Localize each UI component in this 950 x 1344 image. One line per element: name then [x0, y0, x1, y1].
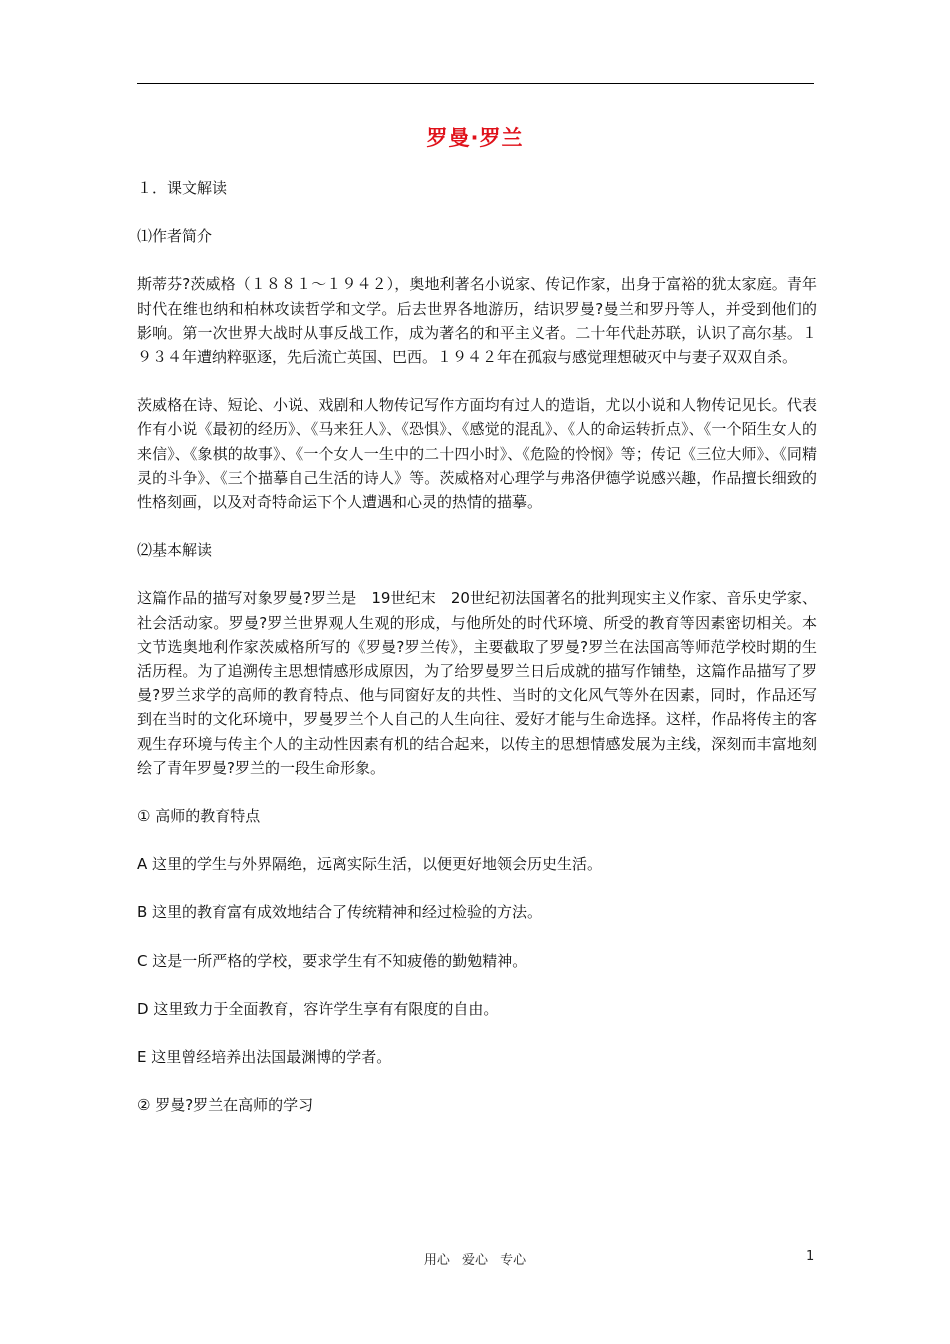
document-title: 罗曼·罗兰 [426, 126, 524, 150]
subsection-heading: ⑴作者简介 [137, 227, 213, 246]
section-heading: １．课文解读 [137, 179, 228, 197]
header-rule [137, 83, 814, 84]
body-paragraph: 斯蒂芬?茨威格（１８８１～１９４２），奥地利著名小说家、传记作家，出身于富裕的犹太家庭。青年时代在维也纳和柏林攻读哲学和文学。后去世界各地游历，结识罗曼?曼兰和罗丹等人，并受到他们的影响。第一次世界大战时从事反战工作，成为著名的和平主义者。二十年代赴苏联，认识了高尔基。１９３４年遭纳粹驱逐，先后流亡英国、巴西。１９４２年在孤寂与感觉理想破灭中与妻子双双自杀。 [137, 275, 817, 367]
list-item: E 这里曾经培养出法国最渊博的学者。 [137, 1048, 392, 1067]
page-number: 1 [806, 1249, 815, 1264]
document-body [137, 176, 817, 1117]
list-item: A 这里的学生与外界隔绝，远离实际生活，以便更好地领会历史生活。 [137, 855, 603, 874]
footer-motto: 用心 爱心 专心 [423, 1253, 527, 1268]
list-item: C 这是一所严格的学校，要求学生有不知疲倦的勤勉精神。 [137, 951, 528, 970]
list-heading: ② 罗曼?罗兰在高师的学习 [137, 1096, 314, 1115]
body-paragraph: 茨威格在诗、短论、小说、戏剧和人物传记写作方面均有过人的造诣，尤以小说和人物传记见长。代表作有小说《最初的经历》、《马来狂人》、《恐惧》、《感觉的混乱》、《人的命运转折点》、《一个陌生女人的来信》、《象棋的故事》、《一个女人一生中的二十四小时》、《危险的怜悯》等；传记《三位大师》、《同精灵的斗争》、《三个描摹自己生活的诗人》等。茨威格对心理学与弗洛伊德学说感兴趣，作品擅长细致的性格刻画，以及对奇特命运下个人遭遇和心灵的热情的描摹。 [137, 396, 817, 512]
list-item: D 这里致力于全面教育，容许学生享有有限度的自由。 [137, 999, 499, 1018]
subsection-heading: ⑵基本解读 [137, 541, 213, 560]
list-heading: ① 高师的教育特点 [137, 807, 261, 826]
body-paragraph: 这篇作品的描写对象罗曼?罗兰是 19世纪末 20世纪初法国著名的批判现实主义作家、音乐史学家、社会活动家。罗曼?罗兰世界观人生观的形成，与他所处的时代环境、所受的教育等因素密切相关。本文节选奥地利作家茨威格所写的《罗曼?罗兰传》，主要截取了罗曼?罗兰在法国高等师范学校时期的生活历程。为了追溯传主思想情感形成原因，为了给罗曼罗兰日后成就的描写作铺垫，这篇作品描写了罗曼?罗兰求学的高师的教育特点、他与同窗好友的共性、当时的文化风气等外在因素，同时，作品还写到在当时的文化环境中，罗曼罗兰个人自己的人生向往、爱好才能与生命选择。这样，作品将传主的客观生存环境与传主个人的主动性因素有机的结合起来，以传主的思想情感发展为主线，深刻而丰富地刻绘了青年罗曼?罗兰的一段生命形象。 [137, 589, 817, 777]
list-item: B 这里的教育富有成效地结合了传统精神和经过检验的方法。 [137, 903, 543, 922]
